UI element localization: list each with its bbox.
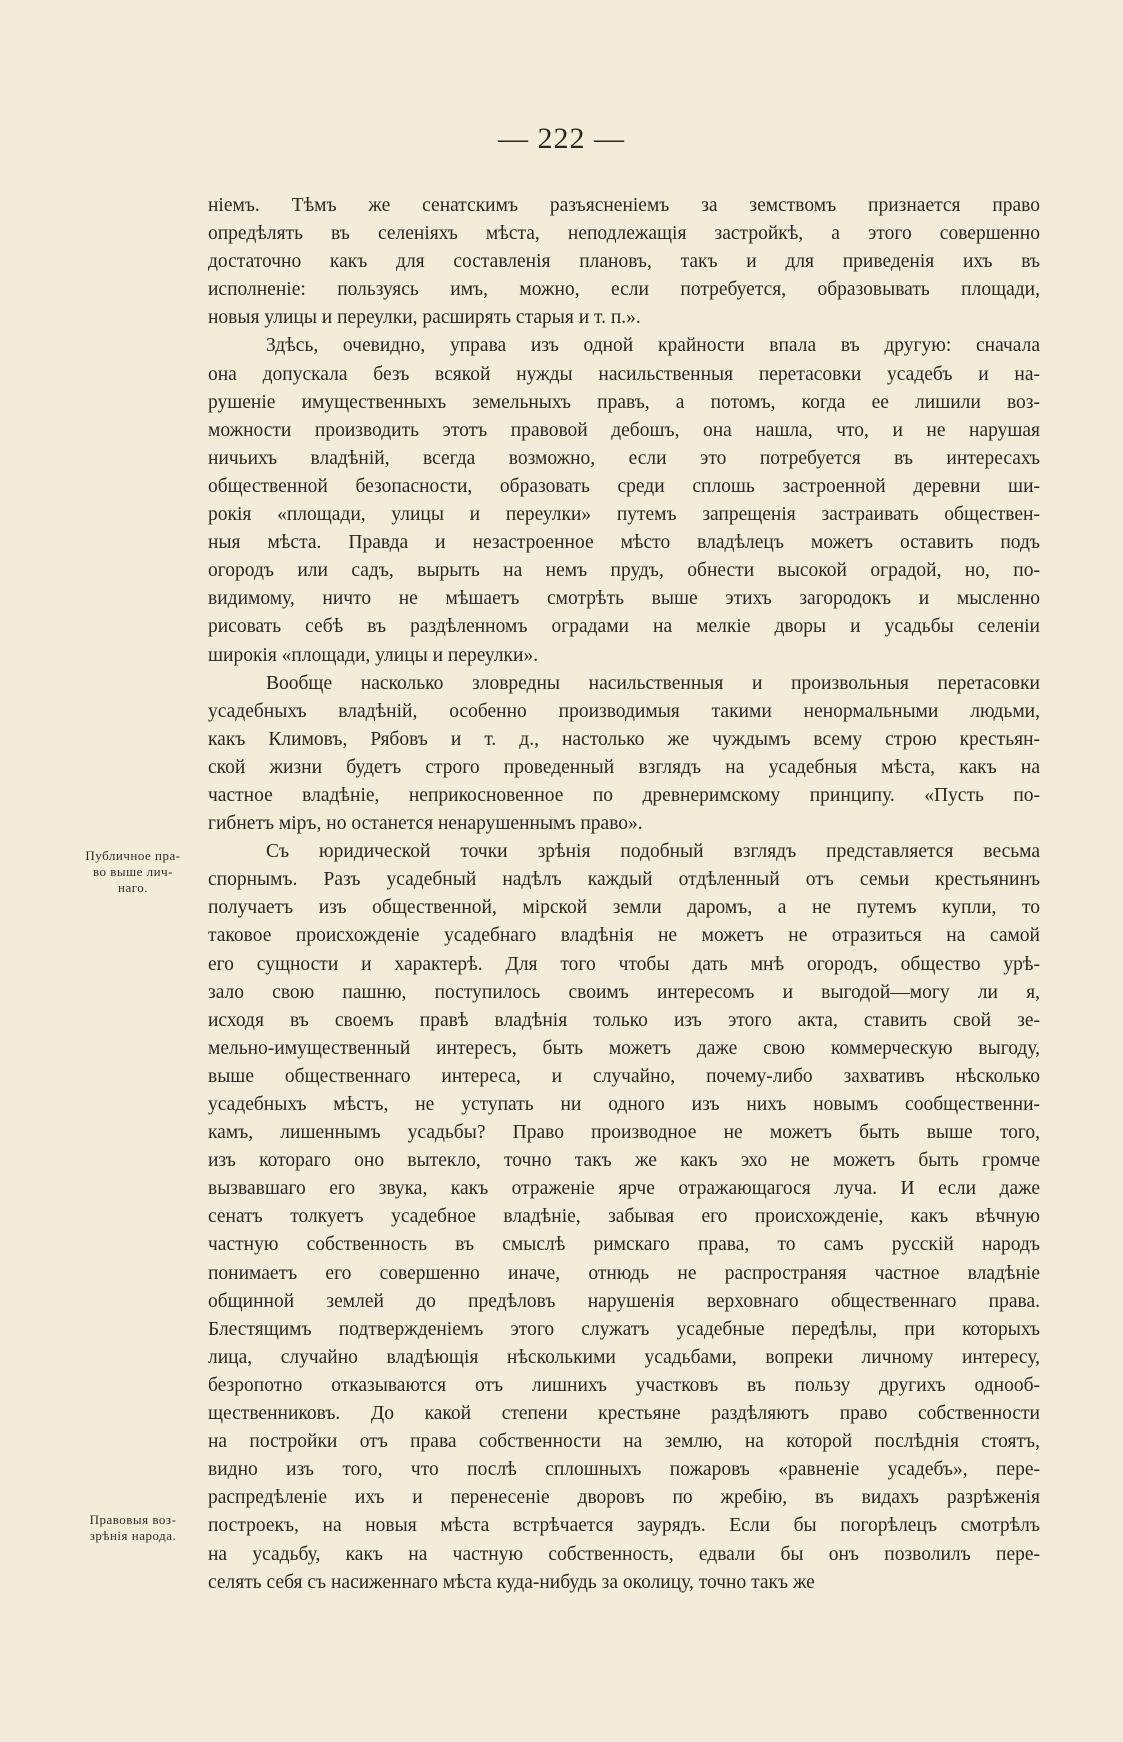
text-line: исполненіе: пользуясь имъ, можно, если потребуется, образовывать площади, (208, 279, 1040, 301)
text-line: общинной землей до предѣловъ нарушенія верховнаго общественнаго права. (208, 1290, 1040, 1312)
text-line: на постройки отъ права собственности на землю, на которой послѣднія стоятъ, (208, 1431, 1040, 1453)
text-line: частную собственность въ смыслѣ римскаго права, то самъ русскій народъ (208, 1234, 1040, 1256)
text-line: распредѣленіе ихъ и перенесеніе дворовъ по жребію, въ видахъ разрѣженія (208, 1487, 1040, 1509)
text-line: общественной безопасности, образовать среди сплошь застроенной деревни ши- (208, 475, 1040, 497)
text-line: исходя въ своемъ правѣ владѣнія только изъ этого акта, ставить свой зе- (208, 1009, 1040, 1031)
text-line: новыя улицы и переулки, расширять старыя и т. п.». (208, 307, 641, 329)
text-line: зало свою пашню, поступилось своимъ интересомъ и выгодой—могу ли я, (208, 981, 1040, 1003)
text-line: ской жизни будетъ строго проведенный взглядъ на усадебныя мѣста, какъ на (208, 756, 1040, 778)
text-line: гибнетъ міръ, но останется ненарушеннымъ право». (208, 813, 643, 835)
text-line: спорнымъ. Разъ усадебный надѣлъ каждый отдѣленный отъ семьи крестьянинъ (208, 869, 1040, 891)
text-line: понимаетъ его совершенно иначе, отнюдь не распространяя частное владѣніе (208, 1262, 1040, 1284)
text-line: Здѣсь, очевидно, управа изъ одной крайности впала въ другую: сначала (266, 335, 1040, 357)
text-line: щественниковъ. До какой степени крестьяне раздѣляютъ право собственности (208, 1403, 1040, 1425)
text-line: видно изъ того, что послѣ сплошныхъ пожаровъ «равненіе усадебъ», пере- (208, 1459, 1040, 1481)
text-line: ныя мѣста. Правда и незастроенное мѣсто владѣлецъ можетъ оставить подъ (208, 532, 1040, 554)
text-line: его сущности и характерѣ. Для того чтобы дать мнѣ огородъ, общество урѣ- (208, 953, 1040, 975)
text-line: усадебныхъ мѣстъ, не уступать ни одного изъ нихъ новымъ сообщественни- (208, 1094, 1040, 1115)
text-line: вызвавшаго его звука, какъ отраженіе ярче отражающагося луча. И если даже (208, 1178, 1040, 1200)
text-line: построекъ, на новыя мѣста встрѣчается заурядъ. Если бы погорѣлецъ смотрѣлъ (208, 1515, 1040, 1537)
text-line: сенатъ толкуетъ усадебное владѣніе, забывая его происхожденіе, какъ вѣчную (208, 1206, 1040, 1228)
text-line: рисовать себѣ въ раздѣленномъ оградами на мелкіе дворы и усадьбы селеніи (208, 616, 1040, 638)
text-line: можности производить этотъ правовой дебошъ, она нашла, что, и не нарушая (208, 419, 1040, 441)
text-line: камъ, лишеннымъ усадьбы? Право производное не можетъ быть выше того, (208, 1122, 1040, 1144)
text-line: селять себя съ насиженнаго мѣста куда-нибудь за околицу, точно такъ же (208, 1571, 815, 1593)
text-line: ніемъ. Тѣмъ же сенатскимъ разъясненіемъ за земствомъ признается право (208, 195, 1040, 216)
text-line: частное владѣніе, неприкосновенное по древнеримскому принципу. «Пусть по- (208, 784, 1040, 806)
text-line: какъ Климовъ, Рябовъ и т. д., настолько же чуждымъ всему строю крестьян- (208, 728, 1040, 750)
body-text (208, 192, 1040, 1597)
text-line: Вообще насколько зловредны насильственныя и произвольныя перетасовки (266, 672, 1040, 694)
margin-note-peoples-views (58, 1512, 208, 1544)
text-line: лица, случайно владѣющія нѣсколькими усадьбами, вопреки личному интересу, (208, 1346, 1040, 1368)
text-line: Блестящимъ подтвержденіемъ этого служатъ усадебные передѣлы, при которыхъ (208, 1318, 1040, 1340)
text-line: мельно-имущественный интересъ, быть можетъ даже свою коммерческую выгоду, (208, 1037, 1040, 1059)
text-line: ничьихъ владѣній, всегда возможно, если это потребуется въ интересахъ (208, 447, 1040, 469)
margin-note-line: Правовыя воз- (89, 1512, 177, 1527)
text-line: получаетъ изъ общественной, мірской земли даромъ, а не путемъ купли, то (208, 897, 1040, 919)
text-line: видимому, ничто не мѣшаетъ смотрѣть выше этихъ загородокъ и мысленно (208, 588, 1040, 610)
text-line: широкія «площади, улицы и переулки». (208, 644, 539, 666)
text-line: она допускала безъ всякой нужды насильственныя перетасовки усадебъ и на- (208, 363, 1040, 385)
margin-note-line: зрѣнія народа. (89, 1528, 177, 1543)
text-line: безропотно отказываются отъ лишнихъ участковъ въ пользу другихъ однооб- (208, 1374, 1040, 1396)
text-line: рушеніе имущественныхъ земельныхъ правъ, а потомъ, когда ее лишили воз- (208, 391, 1040, 413)
text-line: Съ юридической точки зрѣнія подобный взглядъ представляется весьма (266, 841, 1040, 863)
margin-note-public-law (58, 848, 208, 896)
margin-note-line: во выше лич- (92, 864, 173, 879)
text-line: огородъ или садъ, вырыть на немъ прудъ, обнести высокой оградой, но, по- (208, 560, 1040, 582)
page-number: — 222 — (498, 122, 625, 155)
text-line: таковое происхожденіе усадебнаго владѣнія не можетъ не отразиться на самой (208, 925, 1040, 947)
text-line: достаточно какъ для составленія плановъ, такъ и для приведенія ихъ въ (208, 251, 1040, 273)
text-line: рокія «площади, улицы и переулки» путемъ запрещенія застраивать обществен- (208, 504, 1040, 526)
text-line: на усадьбу, какъ на частную собственность, едвали бы онъ позволилъ пере- (208, 1543, 1040, 1565)
text-line: усадебныхъ владѣній, особенно производимыя такими ненормальными людьми, (208, 700, 1040, 722)
margin-note-line: Публичное пра- (85, 848, 181, 863)
margin-note-line: наго. (118, 880, 148, 895)
text-line: опредѣлять въ селеніяхъ мѣста, неподлежащія застройкѣ, а этого совершенно (208, 223, 1040, 245)
text-line: изъ котораго оно вытекло, точно такъ же какъ эхо не можетъ быть громче (208, 1150, 1040, 1172)
text-line: выше общественнаго интереса, и случайно, почему-либо захвативъ нѣсколько (208, 1065, 1040, 1087)
